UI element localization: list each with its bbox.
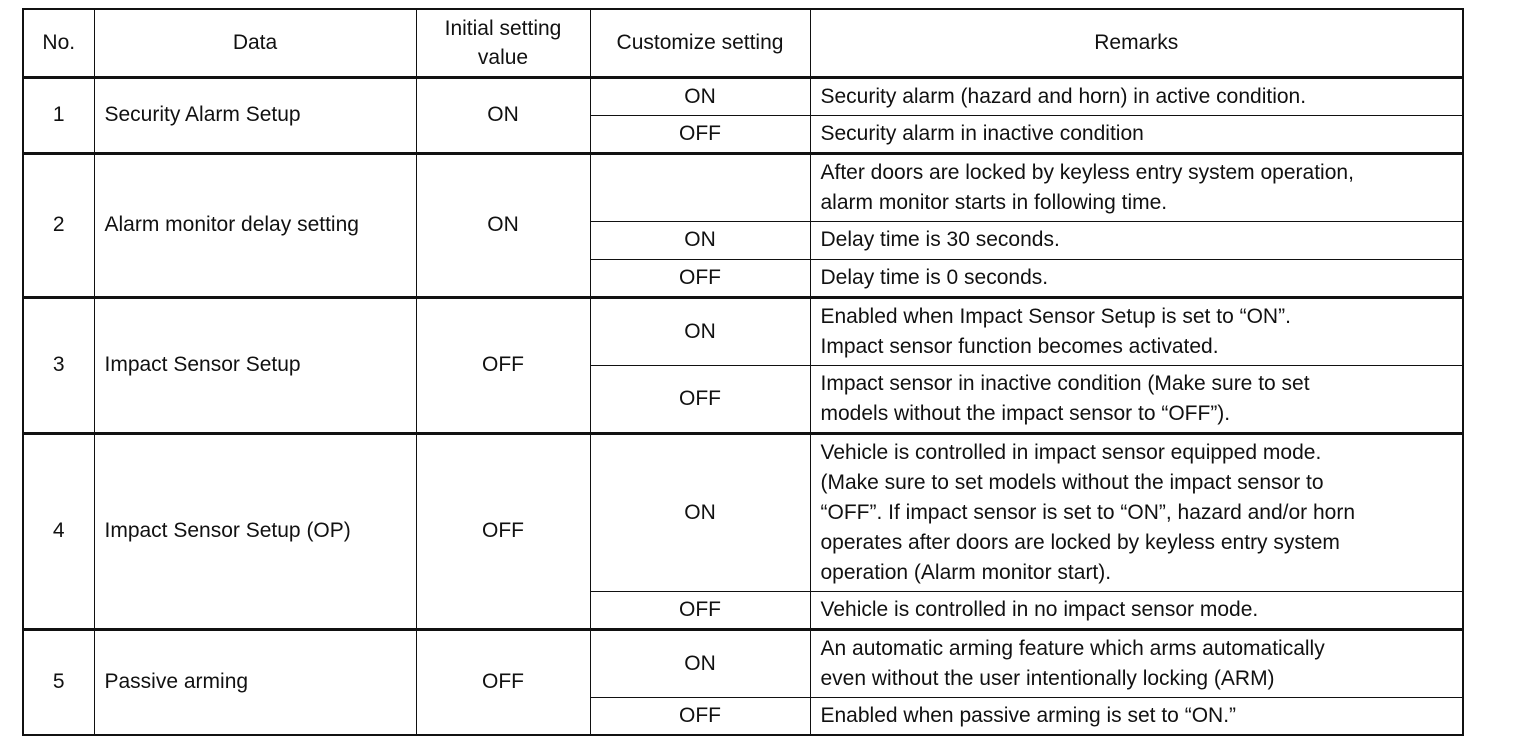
table-row — [23, 297, 1463, 365]
table-row — [23, 433, 1463, 591]
item-data: Alarm monitor delay setting — [94, 153, 416, 297]
item-initial: OFF — [416, 433, 590, 629]
option-remarks — [810, 259, 1463, 297]
option-setting — [590, 153, 810, 221]
remark-line: operation (Alarm monitor start). — [820, 560, 1112, 584]
remark-line: After doors are locked by keyless entry system operation, — [820, 160, 1354, 184]
header-no: No. — [23, 9, 94, 77]
remark-line: “OFF”. If impact sensor is set to “ON”, hazard and/or horn — [820, 500, 1356, 524]
header-initial-line2: value — [477, 45, 529, 69]
remark-line: Enabled when Impact Sensor Setup is set to “ON”. — [820, 304, 1291, 328]
header-customize-setting: Customize setting — [590, 9, 810, 77]
remark-line: Delay time is 30 seconds. — [820, 228, 1060, 251]
header-row — [23, 9, 1463, 77]
item-no: 5 — [23, 629, 94, 735]
table-row — [23, 629, 1463, 697]
item-data: Impact Sensor Setup (OP) — [94, 433, 416, 629]
option-remarks — [810, 629, 1463, 697]
option-remarks — [810, 115, 1463, 153]
remark-line: alarm monitor starts in following time. — [820, 190, 1168, 214]
item-no: 4 — [23, 433, 94, 629]
remark-line: Security alarm (hazard and horn) in active condition. — [820, 84, 1307, 108]
option-remarks — [810, 365, 1463, 433]
table-row — [23, 153, 1463, 221]
item-data: Passive arming — [94, 629, 416, 735]
item-no: 1 — [23, 77, 94, 153]
option-setting: OFF — [590, 591, 810, 629]
remark-line: Security alarm in inactive condition — [820, 121, 1144, 145]
remark-line: models without the impact sensor to “OFF”). — [820, 401, 1231, 425]
remark-line: An automatic arming feature which arms automatically — [820, 636, 1325, 660]
item-no: 3 — [23, 297, 94, 433]
remark-line: Impact sensor in inactive condition (Make sure to set — [820, 371, 1310, 395]
option-remarks — [810, 221, 1463, 259]
option-setting: OFF — [590, 259, 810, 297]
option-remarks — [810, 153, 1463, 221]
remark-line: (Make sure to set models without the impact sensor to — [820, 470, 1324, 494]
table-row — [23, 77, 1463, 115]
item-initial: OFF — [416, 297, 590, 433]
header-initial-setting — [416, 9, 590, 77]
option-setting: OFF — [590, 365, 810, 433]
remark-line: Vehicle is controlled in no impact sensor mode. — [820, 597, 1259, 621]
option-remarks — [810, 77, 1463, 115]
remark-line: Impact sensor function becomes activated. — [820, 334, 1219, 358]
option-setting: ON — [590, 221, 810, 259]
option-remarks — [810, 697, 1463, 735]
header-initial-line1: Initial setting — [444, 16, 562, 40]
option-remarks — [810, 591, 1463, 629]
option-remarks — [810, 433, 1463, 591]
remark-line: Delay time is 0 seconds. — [820, 265, 1049, 289]
item-data: Impact Sensor Setup — [94, 297, 416, 433]
remark-line: Enabled when passive arming is set to “ON.” — [820, 703, 1237, 727]
option-setting: ON — [590, 433, 810, 591]
option-setting: ON — [590, 77, 810, 115]
header-remarks: Remarks — [810, 9, 1463, 77]
option-remarks — [810, 297, 1463, 365]
option-setting: ON — [590, 629, 810, 697]
option-setting: OFF — [590, 115, 810, 153]
item-initial: ON — [416, 153, 590, 297]
item-initial: OFF — [416, 629, 590, 735]
option-setting: ON — [590, 297, 810, 365]
item-initial: ON — [416, 77, 590, 153]
header-data: Data — [94, 9, 416, 77]
remark-line: operates after doors are locked by keyless entry system — [820, 530, 1340, 554]
item-data: Security Alarm Setup — [94, 77, 416, 153]
remark-line: even without the user intentionally locking (ARM) — [820, 666, 1275, 690]
customize-settings-table — [22, 8, 1464, 736]
option-setting: OFF — [590, 697, 810, 735]
remark-line: Vehicle is controlled in impact sensor equipped mode. — [820, 440, 1322, 464]
item-no: 2 — [23, 153, 94, 297]
